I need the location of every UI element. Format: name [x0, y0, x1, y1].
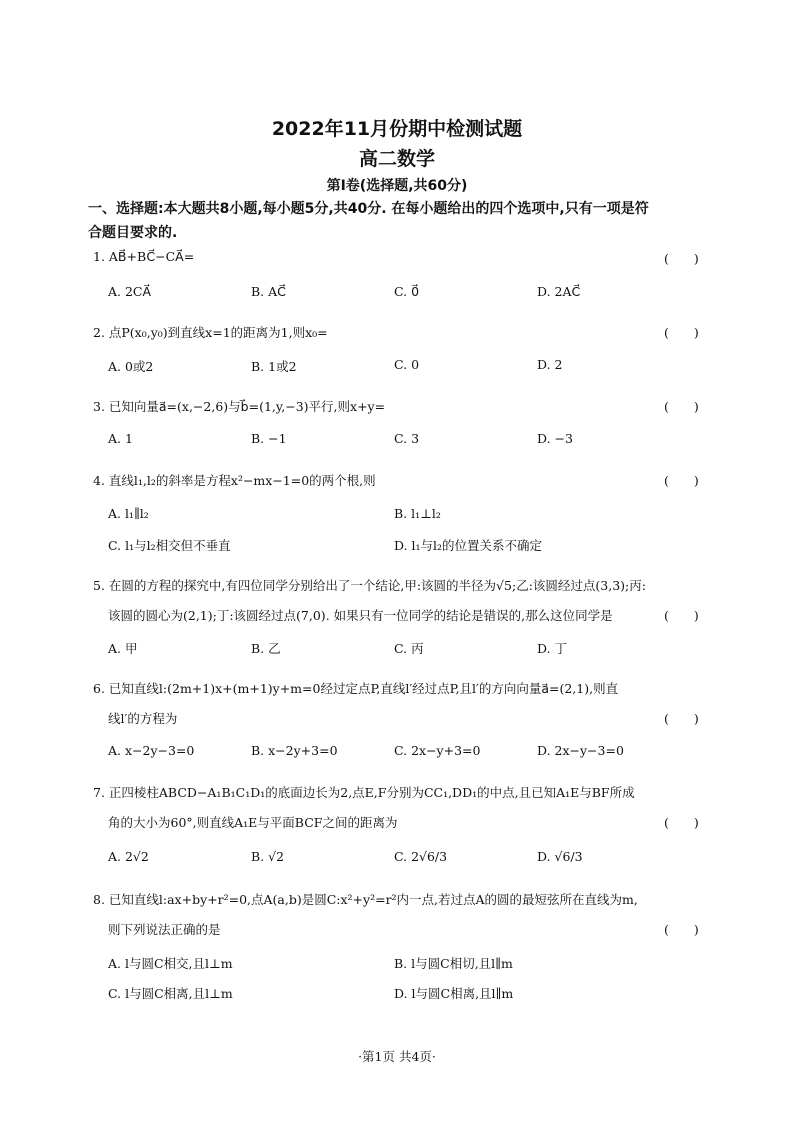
- subject-title: 高二数学: [358, 148, 435, 170]
- question-7-option-a: A. 2√2: [108, 849, 149, 864]
- question-7-answer-blank: ( ): [664, 815, 699, 830]
- question-8-answer-blank: ( ): [664, 922, 699, 937]
- question-5-stem-line-2: 该圆的圆心为(2,1);丁:该圆经过点(7,0). 如果只有一位同学的结论是错误的,那么这位同学是: [108, 608, 613, 623]
- question-3-option-a: A. 1: [108, 431, 133, 446]
- question-3-option-c: C. 3: [394, 431, 420, 446]
- question-5-option-c: C. 丙: [394, 641, 424, 656]
- question-4-answer-blank: ( ): [664, 473, 699, 488]
- question-2-option-a: A. 0或2: [108, 359, 154, 374]
- question-2-option-d: D. 2: [537, 357, 563, 372]
- exam-title: 2022年11月份期中检测试题: [271, 118, 523, 140]
- question-8-option-a: A. l与圆C相交,且l⊥m: [108, 956, 233, 971]
- question-3-stem: 3. 已知向量a⃗=(x,−2,6)与b⃗=(1,y,−3)平行,则x+y=: [93, 399, 386, 414]
- question-8-option-c: C. l与圆C相离,且l⊥m: [108, 986, 233, 1001]
- question-8-stem-line-2: 则下列说法正确的是: [108, 922, 221, 937]
- question-7-option-c: C. 2√6/3: [394, 849, 448, 864]
- question-4-stem: 4. 直线l₁,l₂的斜率是方程x²−mx−1=0的两个根,则: [93, 473, 376, 488]
- question-1-option-c: C. 0⃗: [394, 284, 420, 299]
- question-7-option-d: D. √6/3: [537, 849, 583, 864]
- question-6-option-b: B. x−2y+3=0: [251, 743, 338, 758]
- question-3-answer-blank: ( ): [664, 399, 699, 414]
- question-6-answer-blank: ( ): [664, 711, 699, 726]
- question-5-option-b: B. 乙: [251, 641, 281, 656]
- question-8-option-d: D. l与圆C相离,且l∥m: [394, 986, 514, 1001]
- question-5-answer-blank: ( ): [664, 608, 699, 623]
- question-1-option-b: B. AC⃗: [251, 284, 286, 299]
- question-7-stem-line-1: 7. 正四棱柱ABCD−A₁B₁C₁D₁的底面边长为2,点E,F分别为CC₁,DD₁的中点,且已知A₁E与BF所成: [93, 785, 635, 800]
- question-7-stem-line-2: 角的大小为60°,则直线A₁E与平面BCF之间的距离为: [108, 815, 398, 830]
- page-footer: ·第1页 共4页·: [358, 1049, 436, 1064]
- question-2-answer-blank: ( ): [664, 325, 699, 340]
- question-1-option-d: D. 2AC⃗: [537, 284, 581, 299]
- question-2-stem: 2. 点P(x₀,y₀)到直线x=1的距离为1,则x₀=: [93, 325, 328, 340]
- question-1-answer-blank: ( ): [664, 251, 699, 266]
- question-5-option-a: A. 甲: [108, 641, 138, 656]
- question-8-stem-line-1: 8. 已知直线l:ax+by+r²=0,点A(a,b)是圆C:x²+y²=r²内一点,若过点A的圆的最短弦所在直线为m,: [93, 892, 638, 907]
- question-5-option-d: D. 丁: [537, 641, 568, 656]
- question-7-option-b: B. √2: [251, 849, 285, 864]
- question-4-option-d: D. l₁与l₂的位置关系不确定: [394, 538, 543, 553]
- section-instructions-line-1: 一、选择题:本大题共8小题,每小题5分,共40分. 在每小题给出的四个选项中,只有一项是符: [88, 201, 649, 217]
- question-5-stem-line-1: 5. 在圆的方程的探究中,有四位同学分别给出了一个结论,甲:该圆的半径为√5;乙:该圆经过点(3,3);丙:: [93, 578, 646, 593]
- question-1-stem: 1. AB⃗+BC⃗−CA⃗=: [93, 249, 195, 264]
- section-volume-heading: 第Ⅰ卷(选择题,共60分): [326, 178, 468, 194]
- question-6-stem-line-1: 6. 已知直线l:(2m+1)x+(m+1)y+m=0经过定点P,直线l′经过点P,且l′的方向向量a⃗=(2,1),则直: [93, 681, 619, 696]
- question-4-option-b: B. l₁⊥l₂: [394, 506, 441, 521]
- question-2-option-c: C. 0: [394, 357, 420, 372]
- question-2-option-b: B. 1或2: [251, 359, 297, 374]
- question-1-option-a: A. 2CA⃗: [108, 284, 152, 299]
- section-instructions-line-2: 合题目要求的.: [88, 225, 178, 241]
- question-3-option-d: D. −3: [537, 431, 573, 446]
- question-6-option-d: D. 2x−y−3=0: [537, 743, 624, 758]
- question-6-stem-line-2: 线l′的方程为: [108, 711, 178, 726]
- question-6-option-a: A. x−2y−3=0: [108, 743, 195, 758]
- question-4-option-a: A. l₁∥l₂: [108, 506, 149, 521]
- question-3-option-b: B. −1: [251, 431, 287, 446]
- question-8-option-b: B. l与圆C相切,且l∥m: [394, 956, 513, 971]
- question-6-option-c: C. 2x−y+3=0: [394, 743, 481, 758]
- question-4-option-c: C. l₁与l₂相交但不垂直: [108, 538, 231, 553]
